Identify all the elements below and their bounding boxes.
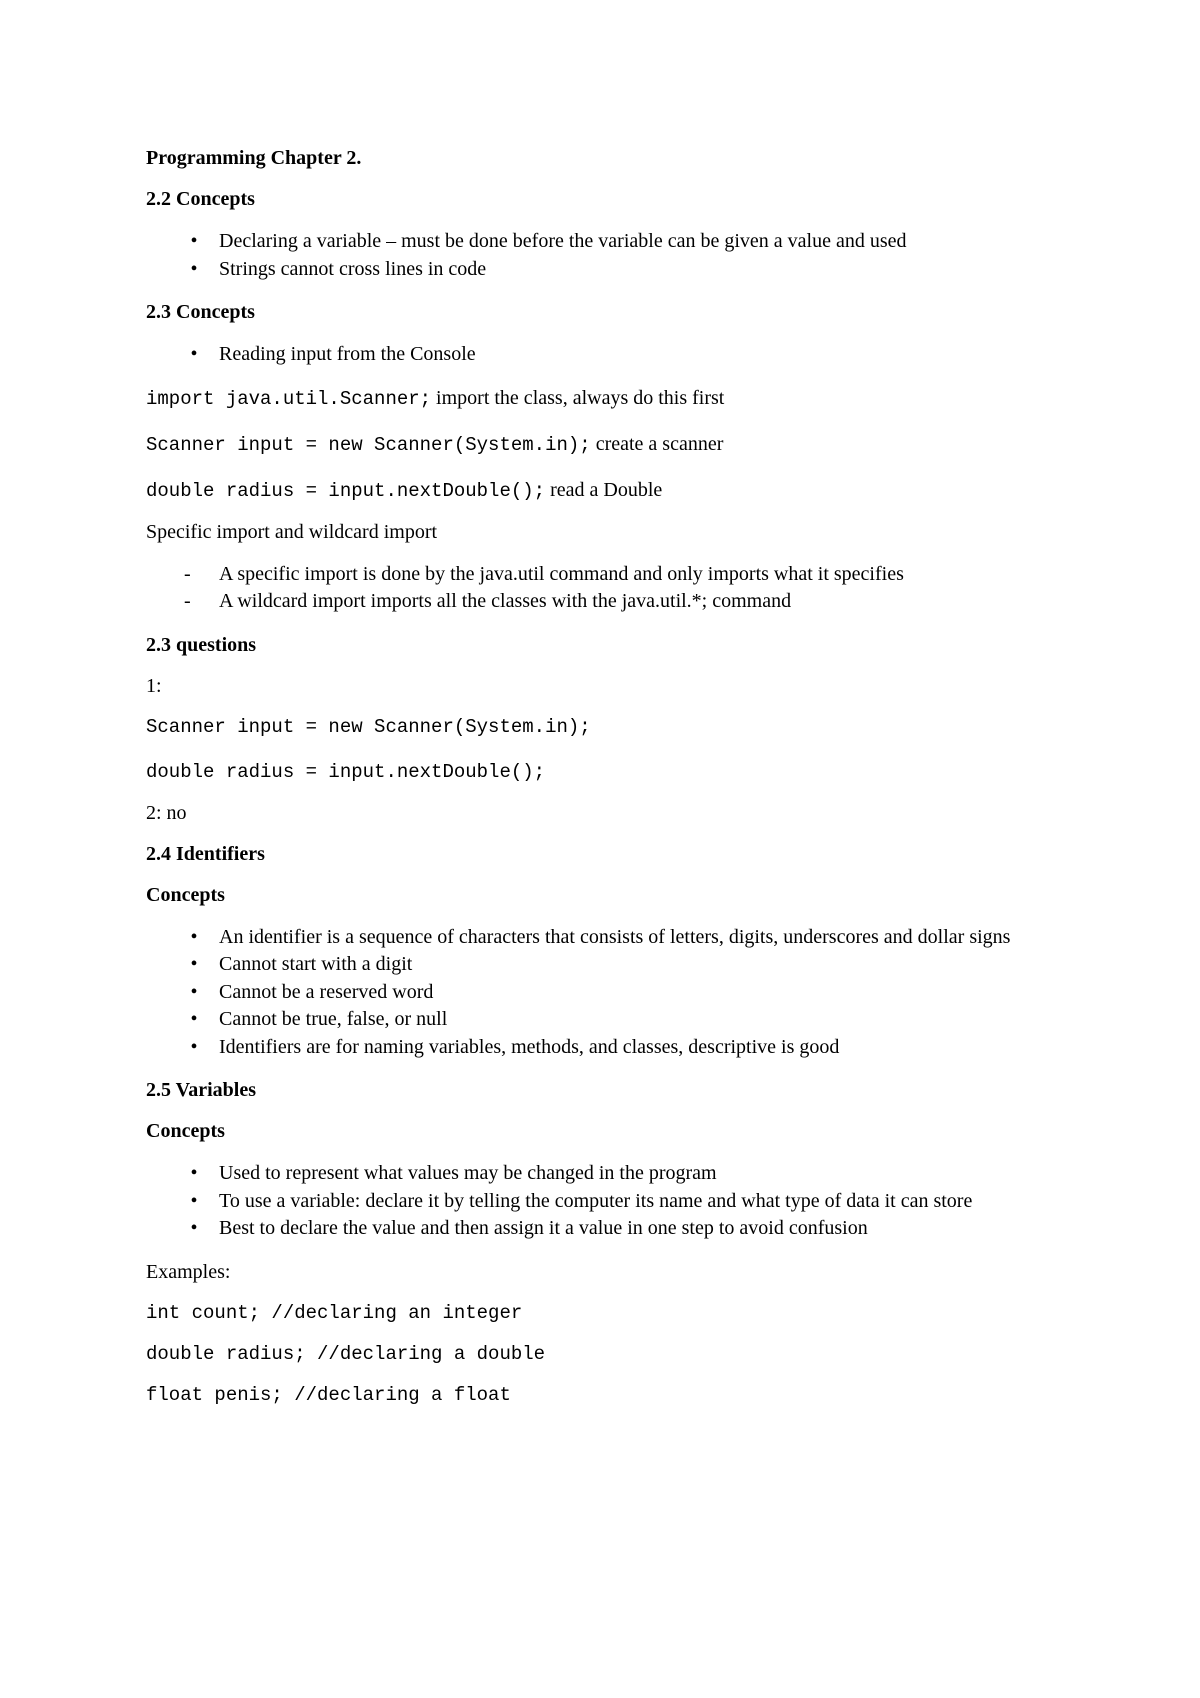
bullet-icon: • (190, 343, 198, 365)
list-item: • To use a variable: declare it by telling the computer its name and what type of data it can store (146, 1188, 1086, 1216)
list-item: • Cannot be true, false, or null (146, 1006, 1086, 1034)
code-snippet: import java.util.Scanner; (146, 387, 432, 410)
bullet-icon: • (190, 1008, 198, 1030)
bullet-list-2-4 (146, 924, 1086, 1062)
code-snippet: Scanner input = new Scanner(System.in); (146, 433, 591, 456)
code-snippet: double radius = input.nextDouble(); (146, 479, 546, 502)
code-snippet: int count; //declaring an integer (146, 1301, 523, 1324)
subheading-concepts: Concepts (146, 883, 225, 906)
list-item: • Cannot start with a digit (146, 951, 1086, 979)
question-1: 1: (146, 674, 162, 697)
bullet-icon: • (190, 1035, 198, 1058)
code-snippet: Scanner input = new Scanner(System.in); (146, 715, 591, 738)
bullet-list-2-5 (146, 1160, 1086, 1243)
bullet-icon: • (190, 953, 198, 975)
dash-icon: - (184, 562, 191, 585)
list-item: • Cannot be a reserved word (146, 979, 1086, 1007)
code-note: import the class, always do this first (436, 386, 725, 409)
code-line (146, 432, 1086, 457)
list-item: • An identifier is a sequence of characters that consists of letters, digits, underscores and dollar signs (146, 924, 1089, 952)
bullet-list-2-2 (146, 228, 1086, 283)
code-note: read a Double (550, 478, 663, 501)
list-item: • Declaring a variable – must be done before the variable can be given a value and used (146, 228, 1086, 256)
code-snippet: float penis; //declaring a float (146, 1383, 511, 1406)
bullet-icon: • (190, 257, 198, 280)
bullet-icon: • (190, 925, 198, 948)
list-item: • Reading input from the Console (146, 341, 1086, 369)
subheading-concepts: Concepts (146, 1120, 225, 1142)
document-body (146, 146, 1086, 1407)
section-heading-2-4: 2.4 Identifiers (146, 842, 265, 865)
bullet-icon: • (190, 1189, 198, 1212)
list-item: - A specific import is done by the java.util command and only imports what it specifies (146, 561, 1086, 589)
code-snippet: double radius; //declaring a double (146, 1342, 546, 1365)
list-item: • Identifiers are for naming variables, methods, and classes, descriptive is good (146, 1034, 1086, 1062)
code-note: create a scanner (595, 432, 724, 455)
list-item: - A wildcard import imports all the classes with the java.util.*; command (146, 588, 1086, 616)
bullet-icon: • (190, 1162, 198, 1184)
dash-icon: - (184, 590, 191, 612)
dash-list-imports (146, 561, 1086, 616)
bullet-icon: • (190, 230, 198, 252)
code-snippet: double radius = input.nextDouble(); (146, 760, 546, 783)
section-heading-2-2: 2.2 Concepts (146, 188, 255, 210)
section-heading-2-3-questions: 2.3 questions (146, 633, 257, 656)
section-heading-2-5: 2.5 Variables (146, 1079, 257, 1101)
bullet-icon: • (190, 980, 198, 1003)
list-item: • Used to represent what values may be changed in the program (146, 1160, 1086, 1188)
examples-label: Examples: (146, 1260, 231, 1283)
code-line (146, 478, 1086, 503)
subheading-import-types: Specific import and wildcard import (146, 520, 438, 543)
list-item: • Strings cannot cross lines in code (146, 256, 1086, 284)
question-2: 2: no (146, 801, 187, 824)
code-line (146, 386, 1086, 411)
section-heading-2-3: 2.3 Concepts (146, 301, 255, 323)
bullet-list-2-3 (146, 341, 1086, 369)
list-item: • Best to declare the value and then assign it a value in one step to avoid confusion (146, 1215, 1086, 1243)
bullet-icon: • (190, 1217, 198, 1239)
document-title: Programming Chapter 2. (146, 147, 362, 169)
